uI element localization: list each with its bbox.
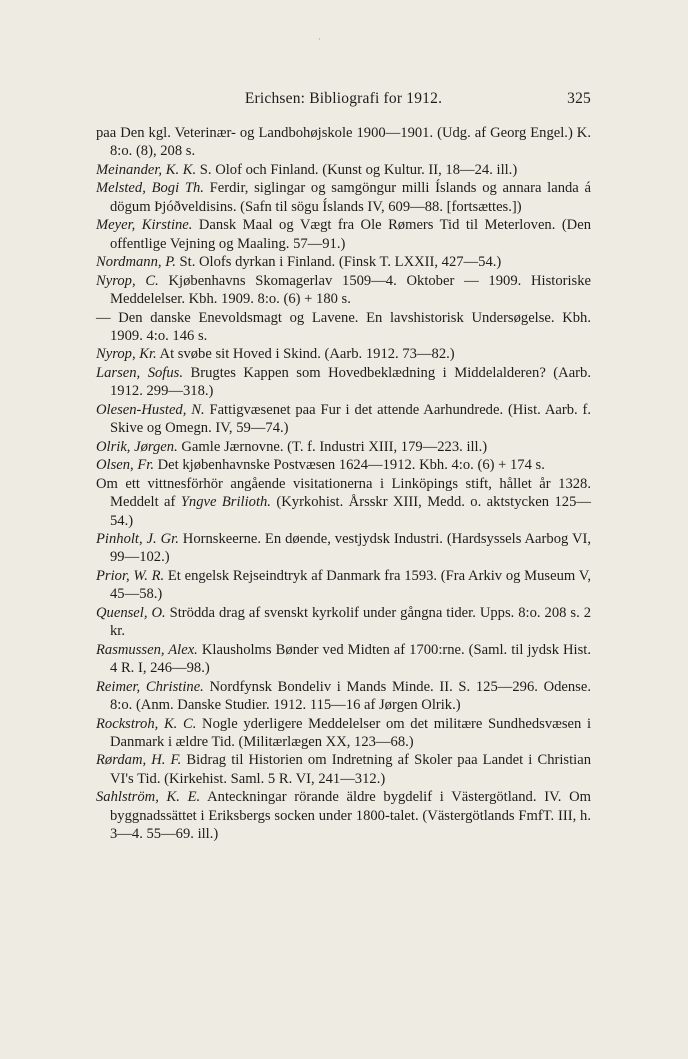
entry-author: Reimer, Christine.: [96, 678, 204, 695]
bibliography-entry: [96, 345, 591, 363]
entry-author: Melsted, Bogi Th.: [96, 180, 204, 197]
entry-text: St. Olofs dyrkan i Finland. (Finsk T. LXXII, 427—54.): [179, 254, 502, 271]
bibliography-entry: [96, 567, 591, 604]
bibliography-entry: [96, 475, 591, 530]
bibliography-entry: [96, 456, 591, 474]
bibliography-entry: [96, 161, 591, 179]
entry-text: Kjøbenhavns Skomagerlav 1509—4. Oktober — 1909. Historiske Meddelelser. Kbh. 1909. 8:o. (6) + 180 s.: [110, 272, 592, 308]
entry-text: Strödda drag af svenskt kyrkolif under gångna tider. Upps. 8:o. 208 s. 2 kr.: [110, 604, 591, 640]
entry-text: Bidrag til Historien om Indretning af Skoler paa Landet i Christian VI's Tid. (Kirkehist. Saml. 5 R. VI, 241—312.): [110, 752, 591, 787]
bibliography-entry: [96, 364, 591, 401]
entry-text: Et engelsk Rejseindtryk af Danmark fra 1593. (Fra Arkiv og Museum V, 45—58.): [110, 567, 591, 603]
entry-author: Larsen, Sofus.: [96, 364, 183, 381]
entry-text: Brugtes Kappen som Hovedbeklædning i Middelalderen? (Aarb. 1912. 299—318.): [110, 364, 591, 400]
bibliography-entry: [96, 124, 591, 161]
entry-text: Nordfynsk Bondeliv i Mands Minde. II. S. 125—296. Odense. 8:o. (Anm. Danske Studier. 1912. 115—16 af Jørgen Olrik.): [110, 678, 591, 714]
entry-author: Prior, W. R.: [96, 567, 165, 584]
entry-author: Olrik, Jørgen.: [96, 438, 178, 455]
bibliography-entry: [96, 715, 591, 752]
entry-author: Quensel, O.: [96, 604, 166, 621]
entry-author: Olesen-Husted, N.: [96, 401, 205, 418]
bibliography-entry: [96, 788, 591, 843]
entry-author: Nyrop, Kr.: [96, 346, 157, 363]
entry-text-after: (Kyrkohist. Årsskr XIII, Medd. o. aktstycken 125—54.): [110, 494, 591, 529]
entry-author: Nyrop, C.: [96, 272, 159, 289]
entry-text: Nogle yderligere Meddelelser om det militære Sundhedsvæsen i Danmark i ældre Tid. (Militærlægen XX, 123—68.): [110, 715, 592, 750]
entry-text: Klausholms Bønder ved Midten af 1700:rne. (Saml. til jydsk Hist. 4 R. I, 246—98.): [110, 641, 591, 677]
entry-text: Om ett vittnesförhör angående visitationerna i Linköpings stift, hållet år 1328. Meddelt af: [96, 475, 591, 511]
entry-author: Rockstroh, K. C.: [96, 715, 197, 732]
entry-author: Olsen, Fr.: [96, 457, 154, 474]
bibliography-entry: [96, 272, 591, 309]
entry-text: Dansk Maal og Vægt fra Ole Rømers Tid til Meterloven. (Den offentlige Vejning og Maaling. 57—91.): [110, 217, 591, 252]
entry-text: Ferdir, siglingar og samgöngur milli Íslands og annara landa á dögum Þjóðveldisins. (Safn til sögu Íslands IV, 609—88. [fortsættes.]): [110, 180, 591, 215]
entry-inline-author: Yngve Brilioth.: [180, 494, 271, 511]
entry-author: Pinholt, J. Gr.: [96, 530, 179, 547]
paper-speck: ·: [318, 34, 321, 44]
bibliography-entry: [96, 438, 591, 456]
entry-author: Rasmussen, Alex.: [96, 641, 198, 658]
bibliography-entry: [96, 401, 591, 438]
entry-text: Det kjøbenhavnske Postvæsen 1624—1912. Kbh. 4:o. (6) + 174 s.: [157, 457, 545, 474]
bibliography-entry: [96, 641, 591, 678]
bibliography-entry: [96, 309, 591, 346]
entry-author: Meinander, K. K.: [96, 161, 197, 178]
bibliography-entry: [96, 751, 591, 788]
running-header: [96, 90, 591, 112]
entry-author: Sahlström, K. E.: [96, 789, 201, 806]
bibliography-entries: [96, 124, 591, 844]
bibliography-entry: [96, 253, 591, 271]
bibliography-entry: [96, 678, 591, 715]
entry-text: S. Olof och Finland. (Kunst og Kultur. II, 18—24. ill.): [199, 161, 518, 178]
entry-text: At svøbe sit Hoved i Skind. (Aarb. 1912. 73—82.): [159, 346, 455, 363]
entry-text: Hornskeerne. En døende, vestjydsk Industri. (Hardsyssels Aarbog VI, 99—102.): [110, 530, 591, 566]
header-title: Erichsen: Bibliografi for 1912.: [244, 90, 443, 107]
bibliography-entry: [96, 604, 591, 641]
entry-text: Anteckningar rörande äldre bygdelif i Västergötland. IV. Om byggnadssättet i Eriksbergs socken under 1800-talet. (Västergötlands FmfT. III, h. 3—4. 55—69. ill.): [110, 789, 591, 843]
bibliography-entry: [96, 216, 591, 253]
bibliography-entry: [96, 530, 591, 567]
entry-author: Meyer, Kirstine.: [96, 217, 193, 234]
entry-text: — Den danske Enevoldsmagt og Lavene. En lavshistorisk Undersøgelse. Kbh. 1909. 4:o. 146 s.: [96, 309, 591, 344]
bibliography-entry: [96, 179, 591, 216]
entry-author: Nordmann, P.: [96, 254, 176, 271]
entry-text: paa Den kgl. Veterinær- og Landbohøjskole 1900—1901. (Udg. af Georg Engel.) K. 8:o. (8), 208 s.: [96, 125, 591, 160]
entry-text: Gamle Jærnovne. (T. f. Industri XIII, 179—223. ill.): [181, 438, 488, 455]
entry-author: Rørdam, H. F.: [96, 752, 182, 769]
entry-text: Fattigvæsenet paa Fur i det attende Aarhundrede. (Hist. Aarb. f. Skive og Omegn. IV, 59—74.): [110, 401, 591, 437]
page-number: 325: [567, 90, 591, 107]
